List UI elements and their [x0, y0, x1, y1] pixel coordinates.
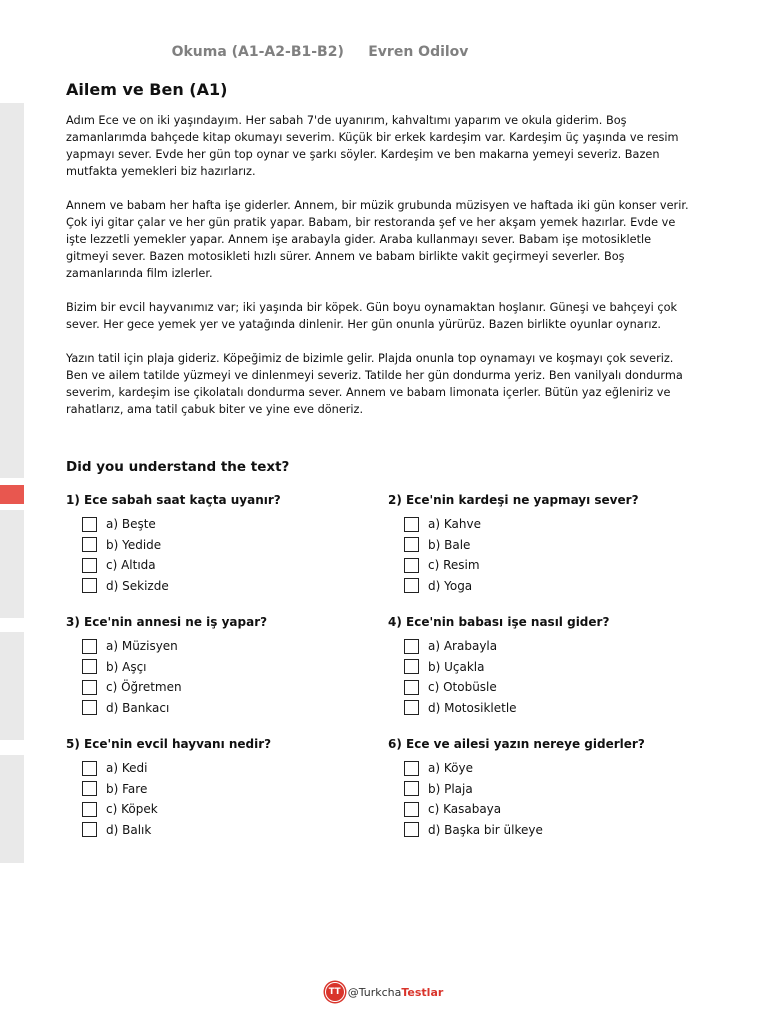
question-text: 1) Ece sabah saat kaçta uyanır?	[66, 493, 281, 507]
option-label: d) Bankacı	[106, 700, 170, 715]
checkbox[interactable]	[82, 700, 97, 715]
option-label: a) Beşte	[106, 517, 156, 532]
question-3	[66, 614, 386, 718]
answer-option[interactable]	[404, 758, 708, 779]
checkbox[interactable]	[82, 802, 97, 817]
checkbox[interactable]	[404, 680, 419, 695]
checkbox[interactable]	[82, 578, 97, 593]
answer-option[interactable]	[404, 555, 708, 576]
checkbox[interactable]	[404, 822, 419, 837]
checkbox[interactable]	[82, 822, 97, 837]
reading-text	[66, 112, 696, 435]
option-label: a) Köye	[428, 761, 473, 776]
side-tab	[0, 103, 24, 478]
option-label: b) Fare	[106, 781, 148, 796]
turkchatestlar-logo	[325, 982, 444, 1002]
question-5	[66, 736, 386, 840]
author-name: Evren Odilov	[368, 44, 469, 60]
answer-option[interactable]	[82, 758, 386, 779]
questions-heading: Did you understand the text?	[66, 459, 290, 475]
paragraph: Annem ve babam her hafta işe giderler. Annem, bir müzik grubunda müzisyen ve haftada iki gün konser verir. Çok iyi gitar çalar ve her gün pratik yapar. Babam, bir restoranda şef ve her akşam yemek hazırlar. Evde ve işte lezzetli yemekler yapar. Annem işe arabayla gider. Araba kullanmayı sever. Babam işe motosikletle gitmeyi sever. Bazen motosikleti hızlı sürer. Annem ve babam birlikte vakit geçirmeyi severler. Boş zamanlarında film izlerler.	[66, 199, 689, 280]
question-4	[388, 614, 708, 718]
checkbox[interactable]	[82, 680, 97, 695]
answer-option[interactable]	[404, 535, 708, 556]
option-label: d) Yoga	[428, 578, 473, 593]
answer-option[interactable]	[404, 698, 708, 719]
answer-option[interactable]	[404, 820, 708, 841]
option-label: a) Müzisyen	[106, 639, 178, 654]
side-tab	[0, 755, 24, 863]
checkbox[interactable]	[82, 537, 97, 552]
answer-option[interactable]	[82, 636, 386, 657]
side-tab	[0, 632, 24, 740]
answer-option[interactable]	[82, 677, 386, 698]
checkbox[interactable]	[404, 781, 419, 796]
option-label: a) Arabayla	[428, 639, 498, 654]
checkbox[interactable]	[82, 558, 97, 573]
answer-option[interactable]	[404, 657, 708, 678]
question-text: 6) Ece ve ailesi yazın nereye giderler?	[388, 737, 645, 751]
checkbox[interactable]	[404, 537, 419, 552]
checkbox[interactable]	[404, 517, 419, 532]
paragraph: Bizim bir evcil hayvanımız var; iki yaşında bir köpek. Gün boyu oynamaktan hoşlanır. Güneşi ve bahçeyi çok sever. Her gece yemek yer ve yatağında dinlenir. Her gün onunla yürürüz. Bazen birlikte oyunlar oynarız.	[66, 301, 678, 331]
question-text: 5) Ece'nin evcil hayvanı nedir?	[66, 737, 272, 751]
answer-option[interactable]	[82, 535, 386, 556]
checkbox[interactable]	[404, 578, 419, 593]
answer-option[interactable]	[82, 698, 386, 719]
brand-handle: @Turkcha	[347, 985, 402, 999]
question-text: 4) Ece'nin babası işe nasıl gider?	[388, 615, 610, 629]
question-6	[388, 736, 708, 840]
page-header	[0, 44, 640, 60]
question-text: 2) Ece'nin kardeşi ne yapmayı sever?	[388, 493, 639, 507]
tt-logo-icon: TT	[325, 982, 345, 1002]
answer-option[interactable]	[82, 820, 386, 841]
answer-option[interactable]	[82, 657, 386, 678]
question-1	[66, 492, 386, 596]
answer-option[interactable]	[404, 576, 708, 597]
side-tab-active	[0, 485, 24, 504]
option-label: c) Resim	[428, 558, 480, 573]
answer-option[interactable]	[404, 779, 708, 800]
option-label: b) Yedide	[106, 537, 162, 552]
option-label: c) Altıda	[106, 558, 156, 573]
option-label: d) Motosikletle	[428, 700, 517, 715]
checkbox[interactable]	[404, 761, 419, 776]
answer-option[interactable]	[404, 677, 708, 698]
checkbox[interactable]	[404, 558, 419, 573]
paragraph: Yazın tatil için plaja gideriz. Köpeğimiz de bizimle gelir. Plajda onunla top oynamayı ve koşmayı çok severiz. Ben ve ailem tatilde yüzmeyi ve dinlenmeyi severiz. Tatilde her gün dondurma yeriz. Ben vanilyalı dondurma severim, kardeşim ise çikolatalı dondurma sever. Annem ve babam limonata içerler. Bütün yaz eğleniriz ve rahatlarız, ama tatil çabuk biter ve yine eve döneriz.	[66, 352, 683, 416]
question-text: 3) Ece'nin annesi ne iş yapar?	[66, 615, 268, 629]
checkbox[interactable]	[82, 517, 97, 532]
checkbox[interactable]	[404, 659, 419, 674]
option-label: b) Aşçı	[106, 659, 147, 674]
option-label: d) Sekizde	[106, 578, 169, 593]
option-label: b) Uçakla	[428, 659, 485, 674]
checkbox[interactable]	[404, 700, 419, 715]
option-label: b) Plaja	[428, 781, 473, 796]
option-label: c) Köpek	[106, 802, 158, 817]
option-label: d) Başka bir ülkeye	[428, 822, 543, 837]
option-label: b) Bale	[428, 537, 471, 552]
checkbox[interactable]	[82, 781, 97, 796]
option-label: c) Öğretmen	[106, 680, 182, 695]
answer-option[interactable]	[82, 779, 386, 800]
footer	[0, 982, 768, 1002]
checkbox[interactable]	[404, 639, 419, 654]
brand-name: Testlar	[401, 985, 444, 999]
answer-option[interactable]	[82, 514, 386, 535]
option-label: c) Kasabaya	[428, 802, 502, 817]
answer-option[interactable]	[404, 636, 708, 657]
answer-option[interactable]	[82, 576, 386, 597]
answer-option[interactable]	[82, 799, 386, 820]
checkbox[interactable]	[82, 761, 97, 776]
option-label: a) Kahve	[428, 517, 481, 532]
option-label: c) Otobüsle	[428, 680, 497, 695]
answer-option[interactable]	[82, 555, 386, 576]
side-tab	[0, 510, 24, 618]
checkbox[interactable]	[404, 802, 419, 817]
reading-title: Ailem ve Ben (A1)	[66, 80, 228, 99]
answer-option[interactable]	[404, 799, 708, 820]
book-title: Okuma (A1-A2-B1-B2)	[171, 44, 344, 60]
paragraph: Adım Ece ve on iki yaşındayım. Her sabah 7'de uyanırım, kahvaltımı yaparım ve okula giderim. Boş zamanlarımda bahçede kitap okumayı severim. Küçük bir erkek kardeşim var. Kardeşim üç yaşında ve resim yapmayı sever. Evde her gün top oynar ve şarkı söyler. Kardeşim ve ben makarna yemeyi severiz. Bazen mutfakta yemekleri biz hazırlarız.	[66, 114, 679, 178]
checkbox[interactable]	[82, 659, 97, 674]
checkbox[interactable]	[82, 639, 97, 654]
answer-option[interactable]	[404, 514, 708, 535]
question-2	[388, 492, 708, 596]
option-label: d) Balık	[106, 822, 152, 837]
option-label: a) Kedi	[106, 761, 148, 776]
